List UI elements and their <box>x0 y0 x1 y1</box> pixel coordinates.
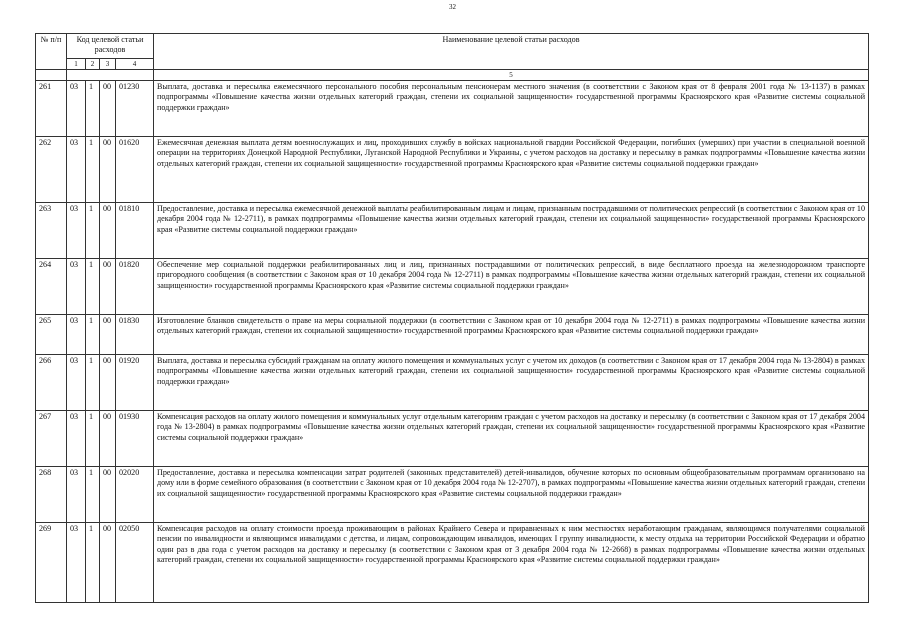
row-number: 269 <box>36 523 67 603</box>
table-row <box>36 137 869 203</box>
code-part-2: 1 <box>86 315 100 355</box>
row-description: Выплата, доставка и пересылка ежемесячного персонального пособия персональным пенсионерам местного значения (в соответствии с Законом края от 8 февраля 2001 года № 13-1137) в рамках подпрограммы «Повышение качества жизни отдельных категорий граждан, степени их социальной защищенности» государственной программы Красноярского края «Развитие системы социальной поддержки граждан» <box>154 81 869 137</box>
row-number: 262 <box>36 137 67 203</box>
row-number: 264 <box>36 259 67 315</box>
code-part-2: 1 <box>86 467 100 523</box>
row-number: 267 <box>36 411 67 467</box>
table-row <box>36 203 869 259</box>
row-description: Обеспечение мер социальной поддержки реабилитированных лиц и лиц, признанных пострадавшими от политических репрессий, в виде бесплатного проезда на железнодорожном транспорте пригородного сообщения (в соответствии с Законом края от 10 декабря 2004 года № 12-2711) в рамках подпрограммы «Повышение качества жизни отдельных категорий граждан, степени их социальной защищенности» государственной программы Красноярского края «Развитие системы социальной поддержки граждан» <box>154 259 869 315</box>
code-part-3: 00 <box>100 315 116 355</box>
code-part-4: 01930 <box>116 411 154 467</box>
table-row <box>36 411 869 467</box>
code-part-4: 01810 <box>116 203 154 259</box>
table-row <box>36 467 869 523</box>
row-description: Изготовление бланков свидетельств о праве на меры социальной поддержки (в соответствии с Законом края от 10 декабря 2004 года № 12-2711) в рамках подпрограммы «Повышение качества жизни отдельных категорий граждан, степени их социальной защищенности» государственной программы Красноярского края «Развитие системы социальной поддержки граждан» <box>154 315 869 355</box>
code-part-3: 00 <box>100 523 116 603</box>
subheader-3: 3 <box>100 59 116 70</box>
subheader-1: 1 <box>67 59 86 70</box>
row-number: 263 <box>36 203 67 259</box>
code-part-1: 03 <box>67 355 86 411</box>
table-numbering-row <box>36 70 869 81</box>
code-part-4: 01920 <box>116 355 154 411</box>
table-row <box>36 523 869 603</box>
header-num: № п/п <box>36 34 67 70</box>
code-part-2: 1 <box>86 355 100 411</box>
code-part-2: 1 <box>86 203 100 259</box>
code-part-3: 00 <box>100 355 116 411</box>
code-part-4: 01820 <box>116 259 154 315</box>
code-part-4: 01620 <box>116 137 154 203</box>
row-description: Компенсация расходов на оплату стоимости проезда проживающим в районах Крайнего Севера и приравненных к ним местностях неработающим гражданам, являющимся получателями социальной пенсии по инвалидности и являющимся инвалидами с детства, и лицам, сопровождающим инвалидов, имеющих I группу инвалидности, к месту отдыха на территории Российской Федерации и обратно один раз в два года с учетом расходов на доставку и пересылку (в соответствии с Законом края от 3 декабря 2004 года № 12-2668) в рамках подпрограммы «Повышение качества жизни отдельных категорий граждан, степени их социальной защищенности» государственной программы Красноярского края «Развитие системы социальной поддержки граждан» <box>154 523 869 603</box>
code-part-1: 03 <box>67 203 86 259</box>
row-description: Выплата, доставка и пересылка субсидий гражданам на оплату жилого помещения и коммунальных услуг с учетом их доходов (в соответствии с Законом края от 17 декабря 2004 года № 13-2804) в рамках подпрограммы «Повышение качества жизни отдельных категорий граждан, степени их социальной защищенности» государственной программы Красноярского края «Развитие системы социальной поддержки граждан» <box>154 355 869 411</box>
code-part-3: 00 <box>100 81 116 137</box>
row-description: Предоставление, доставка и пересылка компенсации затрат родителей (законных представителей) детей-инвалидов, обучение которых по основным общеобразовательным программам организовано на дому или в форме семейного образования (в соответствии с Законом края от 10 декабря 2004 года № 12-2707), в рамках подпрограммы «Повышение качества жизни отдельных категорий граждан, степени их социальной защищенности» государственной программы Красноярского края «Развитие системы социальной поддержки граждан» <box>154 467 869 523</box>
code-part-4: 02050 <box>116 523 154 603</box>
code-part-2: 1 <box>86 411 100 467</box>
subheader-2: 2 <box>86 59 100 70</box>
code-part-1: 03 <box>67 315 86 355</box>
code-part-4: 01830 <box>116 315 154 355</box>
code-part-4: 02020 <box>116 467 154 523</box>
code-part-4: 01230 <box>116 81 154 137</box>
code-part-2: 1 <box>86 523 100 603</box>
row-number: 266 <box>36 355 67 411</box>
subheader-4: 4 <box>116 59 154 70</box>
table-row <box>36 81 869 137</box>
page-number: 32 <box>449 3 456 11</box>
code-part-1: 03 <box>67 467 86 523</box>
header-name: Наименование целевой статьи расходов <box>154 34 869 70</box>
code-part-2: 1 <box>86 81 100 137</box>
header-code: Код целевой статьи расходов <box>67 34 154 59</box>
row-number: 261 <box>36 81 67 137</box>
table-header-row <box>36 34 869 59</box>
code-part-3: 00 <box>100 259 116 315</box>
code-part-3: 00 <box>100 137 116 203</box>
table-row <box>36 315 869 355</box>
row-number: 268 <box>36 467 67 523</box>
code-part-3: 00 <box>100 203 116 259</box>
row-description: Ежемесячная денежная выплата детям военнослужащих и лиц, проходивших службу в войсках национальной гвардии Российской Федерации, погибших (умерших) при участии в специальной военной операции на территориях Донецкой Народной Республики, Луганской Народной Республики и Украины, с учетом расходов на доставку и пересылку в рамках подпрограммы «Повышение качества жизни отдельных категорий граждан, степени их социальной защищенности» государственной программы Красноярского края «Развитие системы социальной поддержки граждан» <box>154 137 869 203</box>
code-part-1: 03 <box>67 259 86 315</box>
row-number: 265 <box>36 315 67 355</box>
code-part-2: 1 <box>86 137 100 203</box>
code-part-1: 03 <box>67 523 86 603</box>
code-part-1: 03 <box>67 411 86 467</box>
table-row <box>36 259 869 315</box>
code-part-3: 00 <box>100 411 116 467</box>
table-row <box>36 355 869 411</box>
code-part-1: 03 <box>67 137 86 203</box>
code-part-1: 03 <box>67 81 86 137</box>
subheader-5: 5 <box>154 70 869 81</box>
row-description: Предоставление, доставка и пересылка ежемесячной денежной выплаты реабилитированным лицам и лицам, признанным пострадавшими от политических репрессий (в соответствии с Законом края от 10 декабря 2004 года № 12-2711), в рамках подпрограммы «Повышение качества жизни отдельных категорий граждан, степени их социальной защищенности» государственной программы Красноярского края «Развитие системы социальной поддержки граждан» <box>154 203 869 259</box>
code-part-2: 1 <box>86 259 100 315</box>
row-description: Компенсация расходов на оплату жилого помещения и коммунальных услуг отдельным категориям граждан с учетом расходов на доставку и пересылку (в соответствии с Законом края от 17 декабря 2004 года № 13-2804) в рамках подпрограммы «Повышение качества жизни отдельных категорий граждан, степени их социальной защищенности» государственной программы Красноярского края «Развитие системы социальной поддержки граждан» <box>154 411 869 467</box>
code-part-3: 00 <box>100 467 116 523</box>
budget-table <box>35 33 869 603</box>
